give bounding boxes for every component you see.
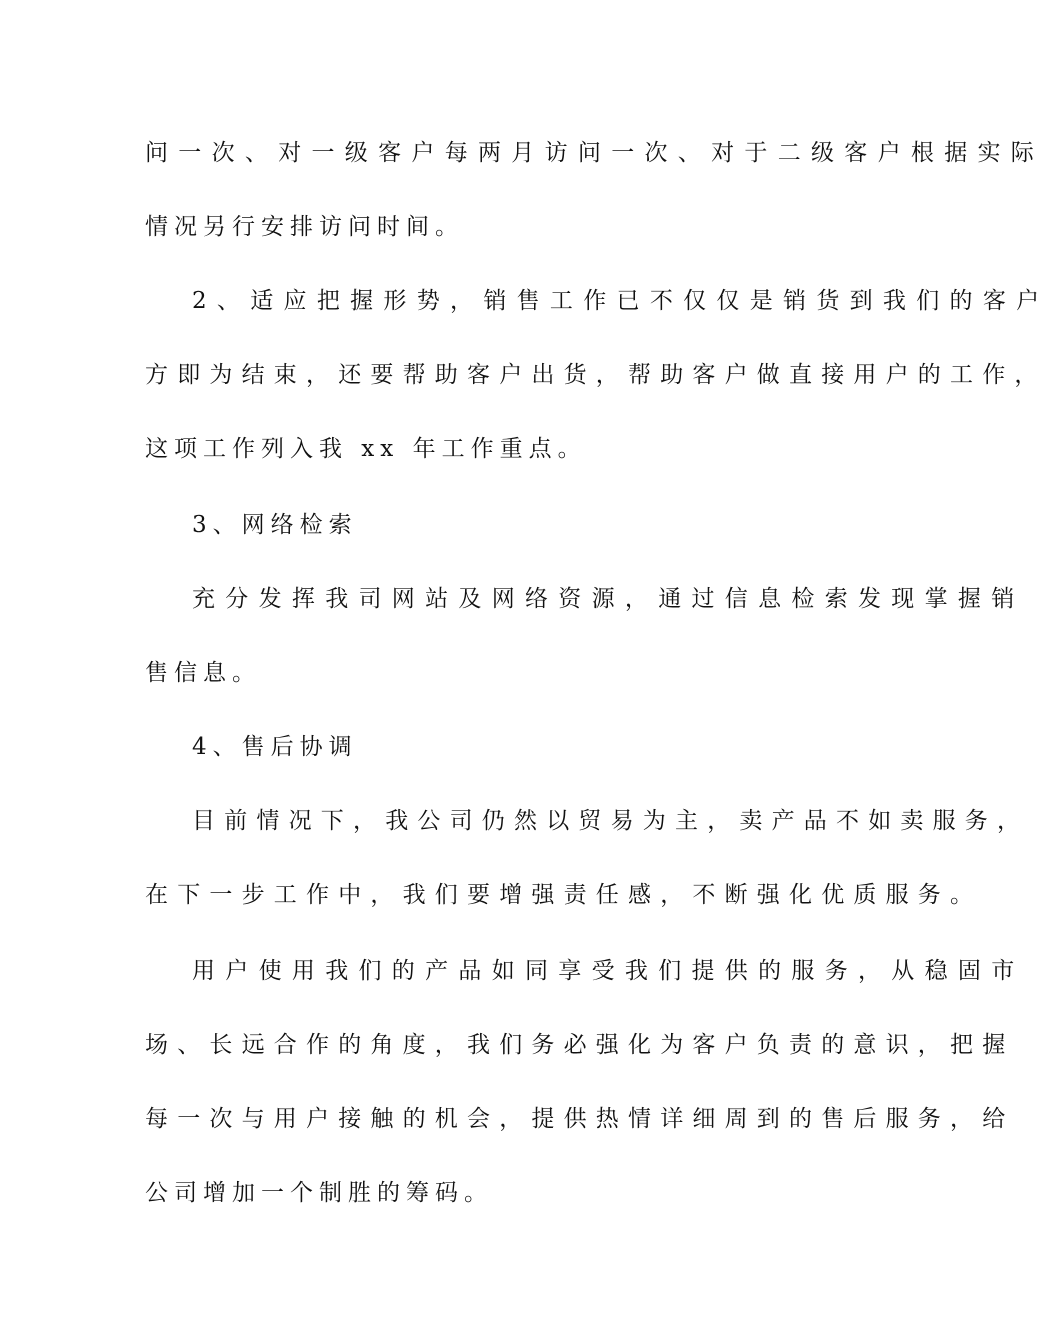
paragraph-line: 方即为结束，还要帮助客户出货，帮助客户做直接用户的工作， [145,362,1047,388]
paragraph-line: 情况另行安排访问时间。 [145,214,464,240]
section-heading: 4、售后协调 [192,734,358,760]
paragraph-line: 每一次与用户接触的机会，提供热情详细周到的售后服务，给 [145,1106,1015,1132]
paragraph-line: 售信息。 [145,660,261,686]
section-heading: 3、网络检索 [192,512,358,538]
paragraph-line: 问一次、对一级客户每两月访问一次、对于二级客户根据实际 [145,140,1045,166]
paragraph-line: 2、适应把握形势，销售工作已不仅仅是销货到我们的客户 [192,288,1049,314]
paragraph-line: 目前情况下，我公司仍然以贸易为主，卖产品不如卖服务， [192,808,1030,834]
paragraph-line: 在下一步工作中，我们要增强责任感，不断强化优质服务。 [145,882,983,908]
paragraph-line: 用户使用我们的产品如同享受我们提供的服务，从稳固市 [192,958,1025,984]
paragraph-line: 充分发挥我司网站及网络资源，通过信息检索发现掌握销 [192,586,1025,612]
paragraph-line: 公司增加一个制胜的筹码。 [145,1180,493,1206]
paragraph-line: 这项工作列入我 xx 年工作重点。 [145,436,587,462]
paragraph-line: 场、长远合作的角度，我们务必强化为客户负责的意识，把握 [145,1032,1015,1058]
